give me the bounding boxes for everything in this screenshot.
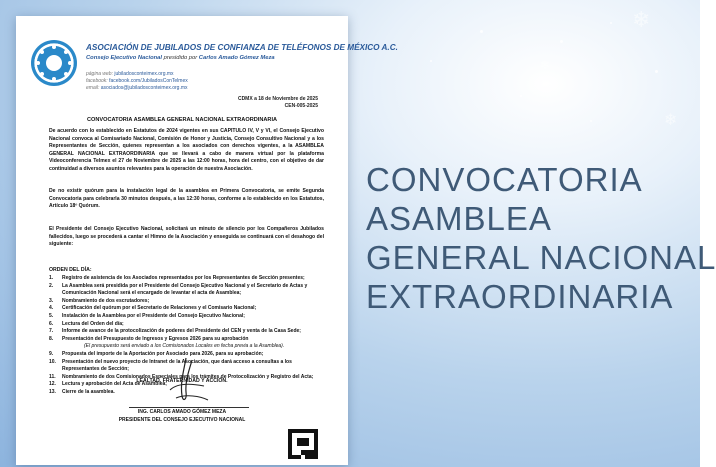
closing-motto: LEALTAD, FRATERNIDAD Y ACCIÓN. [136, 378, 228, 384]
signer-role: PRESIDENTE DEL CONSEJO EJECUTIVO NACIONAL [118, 417, 246, 423]
snowflake-icon: ❄ [632, 8, 651, 33]
headline [366, 160, 716, 316]
headline-line: CONVOCATORIA [366, 161, 643, 198]
contact-email: email: asociados@jubiladosconteimex.org.mx [86, 85, 188, 91]
signer-name: ING. CARLOS AMADO GÓMEZ MEZA [137, 409, 227, 415]
agenda-item: 4. Certificación del quórum por el Secretario de Relaciones y el Comisario Nacional; [49, 305, 257, 312]
convocatoria-document [16, 16, 398, 465]
subtitle-president: Carlos Amado Gómez Meza [198, 55, 275, 61]
agenda-item: 12. Lectura y aprobación del Acta de Asamblea; [49, 381, 167, 388]
agenda-item: 5. Instalación de la Asamblea por el Presidente del Consejo Ejecutivo Nacional; [49, 312, 245, 319]
agenda-item: 9. Propuesta del importe de la Aportación por Asociado para 2026, para su aprobación; [49, 350, 264, 357]
agenda-item: 7. Informe de avance de la protocolización de poderes del Presidente del CEN y venta de la Casa Sede; [49, 328, 301, 335]
paragraph-second-call: De no existir quórum para la instalación legal de la asamblea en Primera Convocatoria, se emite Segunda Convocatoria para celebrarla 30 minutos después, a las 12:30 horas, conforme a lo establecido en los Estatutos, Artículo 18º Quórum. [49, 188, 324, 209]
headline-line: EXTRAORDINARIA [366, 278, 674, 315]
organization-name: ASOCIACIÓN DE JUBILADOS DE CONFIANZA DE TELÉFONOS DE MÉXICO A.C. [86, 43, 398, 52]
document-reference: CEN-005-2025 [284, 103, 318, 109]
agenda-item: 1. Registro de asistencia de los Asociados representados por los Representantes de Sección presentes; [49, 275, 305, 281]
agenda-item: 13. Cierre de la asamblea. [49, 388, 115, 395]
sparkle [655, 70, 658, 73]
organization-subtitle [86, 55, 275, 61]
sparkle [610, 22, 612, 24]
document-title: CONVOCATORIA ASAMBLEA GENERAL NACIONAL EXTRAORDINARIA [86, 117, 278, 123]
contact-website: página web: jubiladosconteimex.org.mx [86, 71, 174, 77]
agenda-title: ORDEN DEL DÍA: [49, 267, 92, 273]
sparkle [520, 95, 522, 97]
sparkle [560, 40, 563, 43]
agenda-item: 11. Nombramiento de dos Comisionados Especiales para los trámites de Protocolización y Registro del Acta; [49, 373, 314, 380]
contact-facebook: facebook: facebook.com/JubiladosConTelmex [86, 78, 188, 84]
agenda-note: (El presupuesto será enviado a los Comisionados Locales en fecha previa a la Asamblea). [84, 343, 285, 350]
association-logo [31, 40, 77, 86]
subtitle-council: Consejo Ejecutivo Nacional [86, 55, 163, 61]
signature-line [129, 407, 249, 408]
sparkle [480, 30, 483, 33]
snowflake-icon: ❄ [540, 58, 551, 72]
agenda-item: 2. La Asamblea será presidida por el Presidente del Consejo Ejecutivo Nacional y el Secretario de Actas y Comunicación Nacional será el encargado de levantar el acta de Asamblea; [49, 282, 308, 297]
snowflake-icon: ❄ [664, 110, 678, 129]
paragraph-protocol: El Presidente del Consejo Ejecutivo Nacional, solicitará un minuto de silencio por los Compañeros Jubilados fallecidos, luego se procederá a cantar el Himno de la Asociación y enseguida se continuará con el desahogo del siguiente: [49, 226, 324, 247]
agenda-item: 10. Presentación del nuevo proyecto de Intranet de la Asociación, que dará acceso a consultas a los Representantes de Sección; [49, 358, 292, 373]
sparkle [590, 120, 592, 122]
paragraph-convocation: De acuerdo con lo establecido en Estatutos de 2024 vigentes en sus CAPITULO IV, V y VI, el Consejo Ejecutivo Nacional convoca al Comisariado Nacional, Comisión de Honor y Justicia, Consejo Consultivo Nacional y a los Representantes de Sección, quienes representan a los asociados con derechos vigentes, a la ASAMBLEA GENERAL NACIONAL EXTRAORDINARIA que se llevará a cabo de manera virtual por la plataforma Videoconferencia Telmex el 27 de Noviembre de 2025 a las 12:00 horas, hora del centro, con el objetivo de dar continuidad a diversos asuntos relevantes para la operación de nuestra Asociación. [49, 128, 324, 172]
agenda-item: 6. Lectura del Orden del día; [49, 320, 124, 327]
headline-line: GENERAL NACIONAL [366, 239, 716, 276]
headline-line: ASAMBLEA [366, 200, 552, 237]
document-date: CDMX a 18 de Noviembre de 2025 [237, 96, 318, 102]
qr-code [288, 429, 318, 459]
sparkle [430, 60, 432, 62]
agenda-item: 8. Presentación del Presupuesto de Ingresos y Egresos 2026 para su aprobación [49, 335, 249, 342]
agenda-item: 3. Nombramiento de dos escrutadores; [49, 297, 150, 304]
subtitle-connector: presidido por [163, 55, 198, 61]
